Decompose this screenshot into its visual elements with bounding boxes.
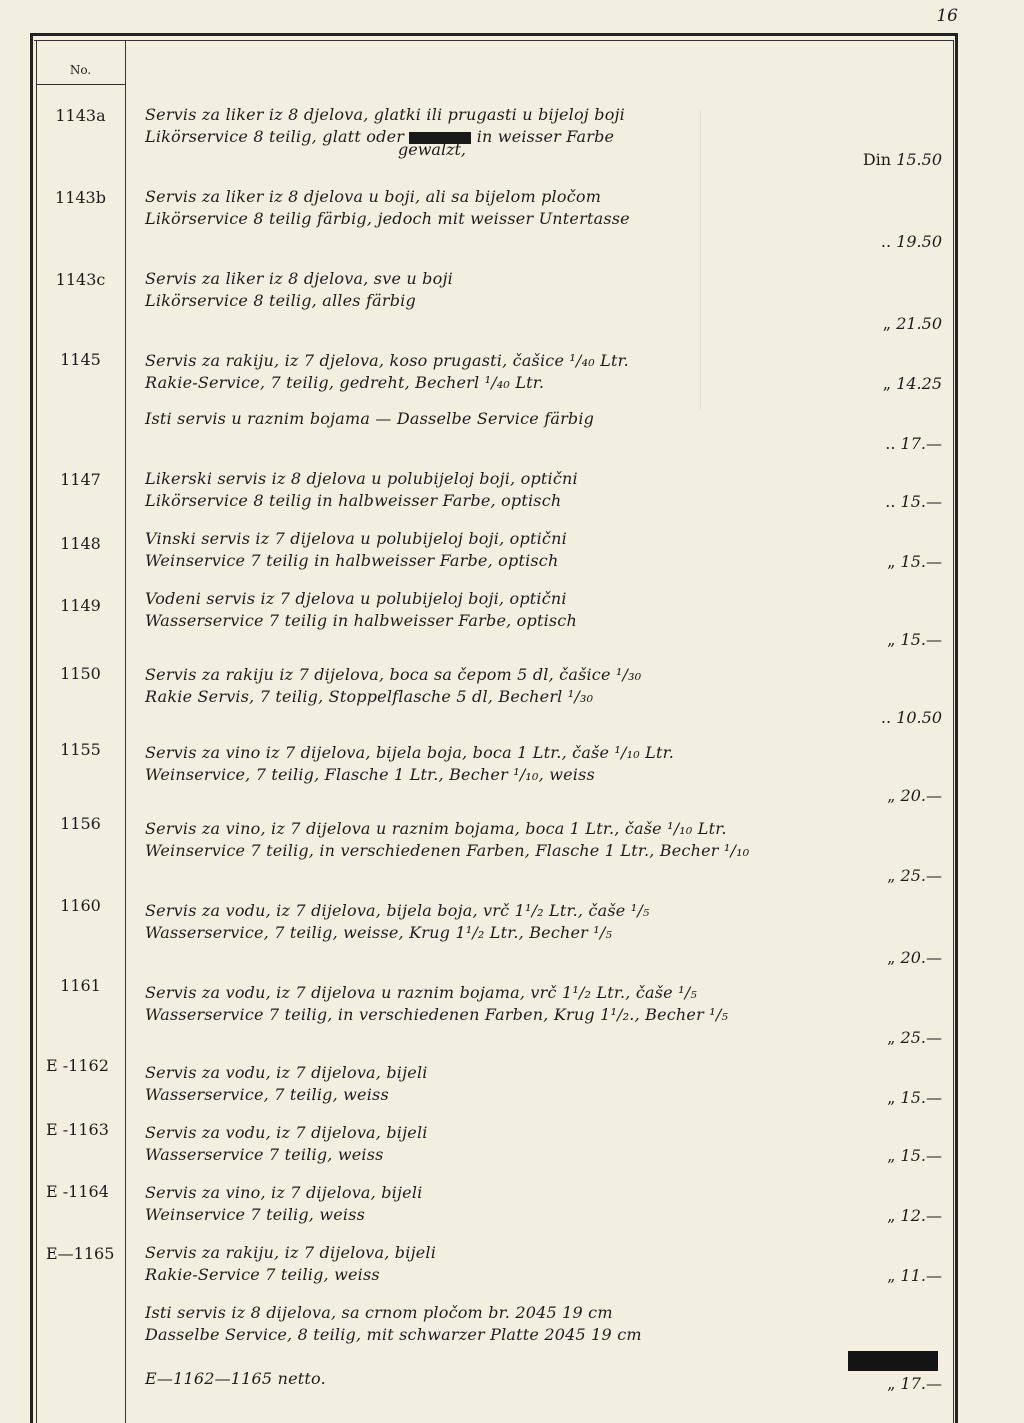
- description-line-german: Wasserservice, 7 teilig, weisse, Krug 1¹/₂ Ltr., Becher ¹/₅: [145, 923, 613, 942]
- frame-border-left-inner: [36, 40, 37, 1423]
- description-continuation: gewalzt,: [398, 140, 467, 159]
- description-line-croatian: Servis za liker iz 8 djelova, glatki ili prugasti u bijeloj boji: [145, 105, 626, 124]
- item-price: .. 10.50: [880, 708, 942, 727]
- item-description: [145, 186, 845, 230]
- frame-border-top-inner: [34, 40, 954, 41]
- frame-border-left: [30, 33, 33, 1423]
- frame-border-right: [955, 33, 958, 1423]
- description-line: E—1162—1165 netto.: [145, 1369, 326, 1388]
- item-price: „ 15.—: [887, 1088, 942, 1107]
- description-line-croatian: Vodeni servis iz 7 djelova u polubijeloj boji, optični: [145, 589, 567, 608]
- description-line-croatian: Servis za vino, iz 7 dijelova u raznim bojama, boca 1 Ltr., čaše ¹/₁₀ Ltr.: [145, 819, 727, 838]
- item-description: [145, 408, 845, 430]
- description-line-german: Weinservice 7 teilig in halbweisser Farbe, optisch: [145, 551, 559, 570]
- item-price: .. 15.—: [885, 492, 942, 511]
- description-line-german: Likörservice 8 teilig färbig, jedoch mit weisser Untertasse: [145, 209, 630, 228]
- description-line-german: Rakie Servis, 7 teilig, Stoppelflasche 5 dl, Becherl ¹/₃₀: [145, 687, 594, 706]
- item-description: [145, 1122, 845, 1166]
- item-price: .. 19.50: [880, 232, 942, 251]
- item-description: [145, 1062, 845, 1106]
- item-price: „ 21.50: [882, 314, 942, 333]
- item-price: „ 15.—: [887, 630, 942, 649]
- description-line-croatian: Servis za vodu, iz 7 dijelova, bijela boja, vrč 1¹/₂ Ltr., čaše ¹/₅: [145, 901, 650, 920]
- item-price: „ 15.—: [887, 552, 942, 571]
- item-description: [145, 1302, 845, 1346]
- description-line-german: Weinservice 7 teilig, in verschiedenen Farben, Flasche 1 Ltr., Becher ¹/₁₀: [145, 841, 750, 860]
- item-description: [145, 742, 845, 786]
- item-number: 1155: [60, 740, 101, 759]
- item-number: 1147: [60, 470, 101, 489]
- description-line-german: Likörservice 8 teilig, glatt oder in weisser Farbe: [145, 127, 615, 146]
- item-price: .. 17.—: [885, 434, 942, 453]
- item-price: „ 20.—: [887, 948, 942, 967]
- description-line-croatian: Servis za rakiju, iz 7 djelova, koso prugasti, čašice ¹/₄₀ Ltr.: [145, 351, 629, 370]
- description-line-croatian: Servis za liker iz 8 djelova u boji, ali sa bijelom pločom: [145, 187, 602, 206]
- header-rule: [36, 84, 125, 85]
- column-divider: [125, 40, 126, 1423]
- item-description: [145, 588, 845, 632]
- item-number: 1161: [60, 976, 101, 995]
- item-number: 1149: [60, 596, 101, 615]
- description-line-german: Rakie-Service 7 teilig, weiss: [145, 1265, 380, 1284]
- item-price: Din 15.50: [862, 150, 942, 169]
- item-price: „ 20.—: [887, 786, 942, 805]
- item-number: 1150: [60, 664, 101, 683]
- frame-border-top: [30, 33, 958, 36]
- item-number: 1143b: [55, 188, 106, 207]
- item-number: E -1163: [46, 1120, 109, 1139]
- item-description: [145, 104, 845, 148]
- description-line-german: Weinservice, 7 teilig, Flasche 1 Ltr., Becher ¹/₁₀, weiss: [145, 765, 595, 784]
- item-number: 1143a: [55, 106, 106, 125]
- item-price: „ 14.25: [882, 374, 942, 393]
- description-line-croatian: Isti servis iz 8 dijelova, sa crnom pločom br. 2045 19 cm: [145, 1303, 613, 1322]
- description-line-german: Likörservice 8 teilig in halbweisser Farbe, optisch: [145, 491, 562, 510]
- item-price: „ 25.—: [887, 1028, 942, 1047]
- item-number: E—1165: [46, 1244, 115, 1263]
- description-line-croatian: Servis za vodu, iz 7 dijelova, bijeli: [145, 1123, 428, 1142]
- description-line-german: Weinservice 7 teilig, weiss: [145, 1205, 366, 1224]
- item-price: „ 11.—: [887, 1266, 942, 1285]
- item-description: [145, 982, 845, 1026]
- item-price: „ 17.—: [887, 1374, 942, 1393]
- column-header-no: No.: [69, 63, 92, 77]
- description-line-croatian: Servis za vino iz 7 dijelova, bijela boja, boca 1 Ltr., čaše ¹/₁₀ Ltr.: [145, 743, 674, 762]
- description-line: Isti servis u raznim bojama — Dasselbe Service färbig: [145, 409, 595, 428]
- item-number: 1160: [60, 896, 101, 915]
- item-number: E -1164: [46, 1182, 109, 1201]
- item-number: 1143c: [55, 270, 106, 289]
- description-line-croatian: Servis za rakiju iz 7 dijelova, boca sa čepom 5 dl, čašice ¹/₃₀: [145, 665, 642, 684]
- item-price: „ 25.—: [887, 866, 942, 885]
- item-price: „ 12.—: [887, 1206, 942, 1225]
- description-line-croatian: Servis za vino, iz 7 dijelova, bijeli: [145, 1183, 423, 1202]
- description-line-croatian: Vinski servis iz 7 dijelova u polubijeloj boji, optični: [145, 529, 567, 548]
- frame-border-right-inner: [953, 40, 954, 1423]
- item-description: [145, 1242, 845, 1286]
- item-number: 1148: [60, 534, 101, 553]
- description-line-german: Dasselbe Service, 8 teilig, mit schwarzer Platte 2045 19 cm: [145, 1325, 642, 1344]
- item-number: 1156: [60, 814, 101, 833]
- description-line-croatian: Servis za vodu, iz 7 dijelova, bijeli: [145, 1063, 428, 1082]
- description-line-german: Rakie-Service, 7 teilig, gedreht, Becherl ¹/₄₀ Ltr.: [145, 373, 545, 392]
- item-description: [145, 350, 845, 394]
- description-line-croatian: Servis za liker iz 8 djelova, sve u boji: [145, 269, 453, 288]
- description-line-croatian: Servis za vodu, iz 7 dijelova u raznim bojama, vrč 1¹/₂ Ltr., čaše ¹/₅: [145, 983, 697, 1002]
- item-description: [145, 268, 845, 312]
- description-line-german: Wasserservice 7 teilig, in verschiedenen Farben, Krug 1¹/₂., Becher ¹/₅: [145, 1005, 729, 1024]
- item-price: „ 15.—: [887, 1146, 942, 1165]
- description-line-german: Likörservice 8 teilig, alles färbig: [145, 291, 416, 310]
- item-description: [145, 1368, 845, 1390]
- item-number: 1145: [60, 350, 101, 369]
- item-description: [145, 1182, 845, 1226]
- item-description: [145, 468, 845, 512]
- description-line-german: Wasserservice 7 teilig, weiss: [145, 1145, 384, 1164]
- description-line-croatian: Likerski servis iz 8 djelova u polubijeloj boji, optični: [145, 469, 578, 488]
- description-line-croatian: Servis za rakiju, iz 7 dijelova, bijeli: [145, 1243, 437, 1262]
- item-description: [145, 528, 845, 572]
- description-line-german: Wasserservice 7 teilig in halbweisser Farbe, optisch: [145, 611, 577, 630]
- item-description: [145, 664, 845, 708]
- item-number: E -1162: [46, 1056, 109, 1075]
- page-number: 16: [936, 6, 958, 26]
- item-description: [145, 900, 845, 944]
- item-description: [145, 818, 845, 862]
- redaction-mark: [848, 1351, 938, 1371]
- description-line-german: Wasserservice, 7 teilig, weiss: [145, 1085, 389, 1104]
